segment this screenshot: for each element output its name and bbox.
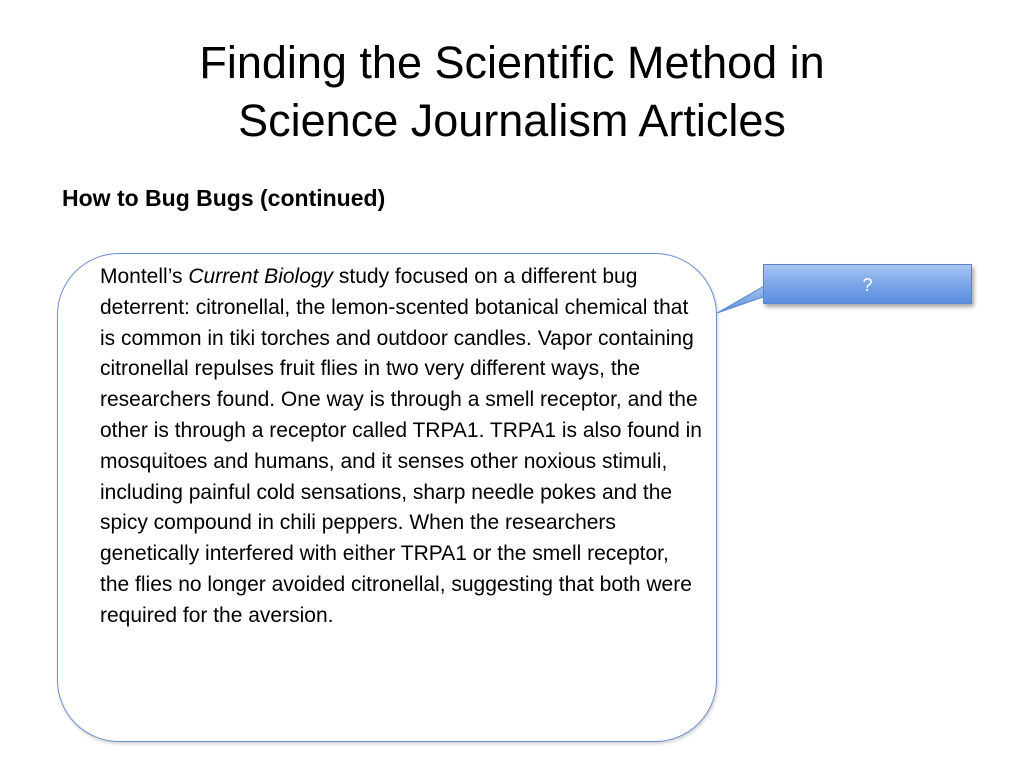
question-callout-box	[763, 264, 972, 304]
title-line-2: Science Journalism Articles	[238, 95, 786, 146]
journal-name: Current Biology	[188, 265, 334, 288]
question-label: ?	[862, 275, 873, 295]
article-rest: study focused on a different bug deterrent: citronellal, the lemon-scented botanical chemical that is common in tiki torches and outdoor candles. Vapor containing citronellal repulses fruit flies in two very different ways, the researchers found. One way is through a smell receptor, and the other is through a receptor called TRPA1. TRPA1 is also found in mosquitoes and humans, and it senses other noxious stimuli, including painful cold sensations, sharp needle pokes and the spicy compound in chili peppers. When the researchers genetically interfered with either TRPA1 or the smell receptor, the flies no longer avoided citronellal, suggesting that both were required for the aversion.	[100, 265, 702, 627]
title-line-1: Finding the Scientific Method in	[199, 37, 825, 88]
slide-subtitle: How to Bug Bugs (continued)	[62, 185, 386, 211]
article-lead: Montell’s	[100, 265, 189, 288]
